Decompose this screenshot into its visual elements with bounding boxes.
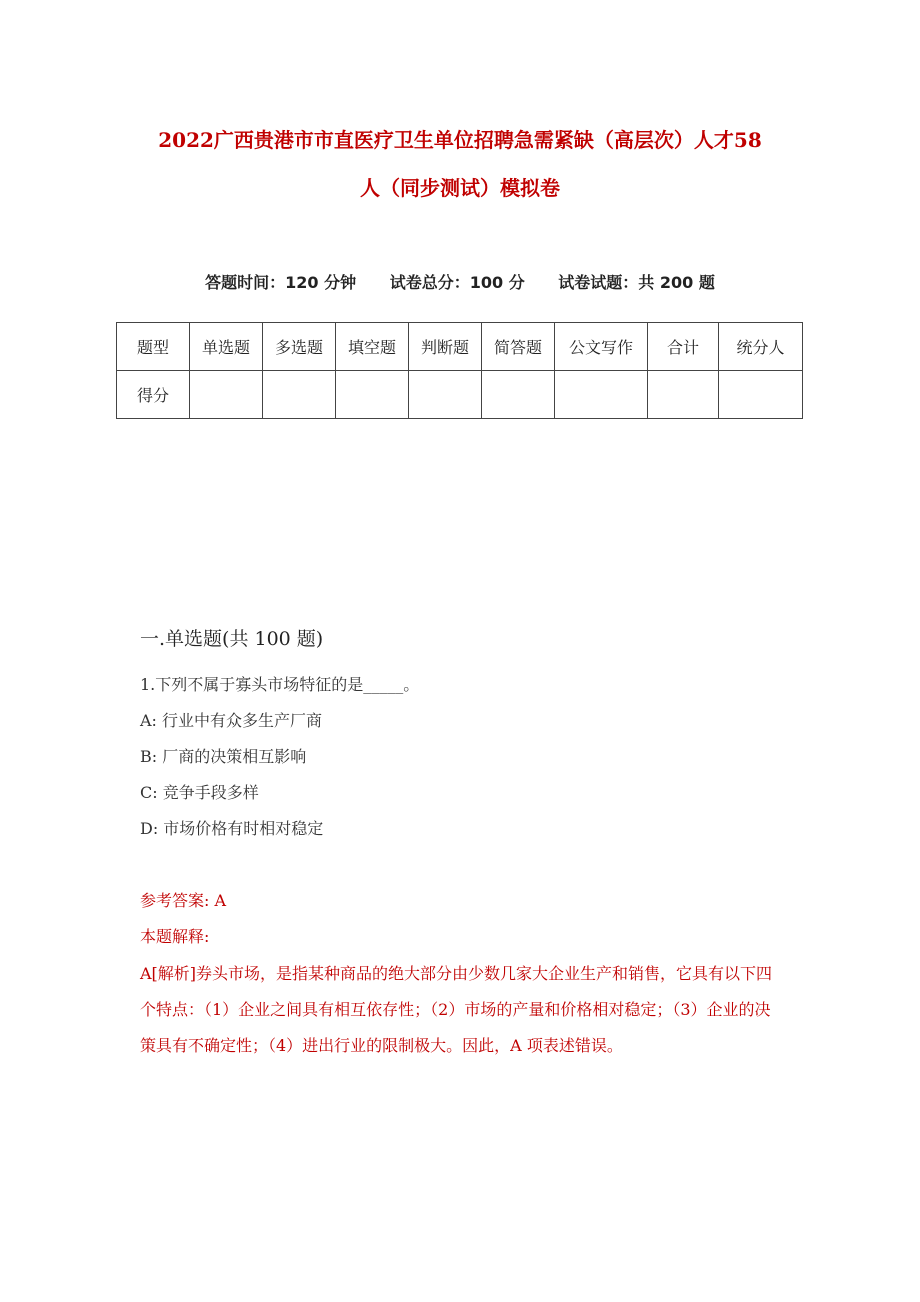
header-cell-document-writing: 公文写作 [555,323,648,371]
reference-answer: 参考答案: A [140,891,227,910]
exam-total-score: 试卷总分：100 分 [389,273,525,292]
score-cell [336,371,409,419]
explanation-text: A[解析]券头市场，是指某种商品的绝大部分由少数几家大企业生产和销售，它具有以下四个特点：（1）企业之间具有相互依存性；（2）市场的产量和价格相对稳定；（3）企业的决策具有不确定性；（4）进出行业的限制极大。因此，A 项表述错误。 [140,964,773,1055]
exam-time: 答题时间：120 分钟 [205,273,357,292]
header-cell-total: 合计 [648,323,719,371]
option-d: D: 市场价格有时相对稳定 [140,819,324,838]
header-cell-multi-choice: 多选题 [263,323,336,371]
score-cell [263,371,336,419]
header-cell-fill-blank: 填空题 [336,323,409,371]
explanation-label: 本题解释: [140,927,210,946]
header-cell-true-false: 判断题 [409,323,482,371]
exam-question-count: 试卷试题：共 200 题 [558,273,715,292]
document-title-line-2: 人（同步测试）模拟卷 [360,176,560,200]
score-table-score-row [117,371,803,419]
score-cell [555,371,648,419]
row-label-score: 得分 [117,371,190,419]
header-cell-type: 题型 [117,323,190,371]
score-cell [719,371,803,419]
section-heading: 一.单选题(共 100 题) [140,628,324,650]
score-table-header-row [117,323,803,371]
option-c: C: 竞争手段多样 [140,783,259,802]
exam-meta [0,270,920,293]
header-cell-single-choice: 单选题 [190,323,263,371]
document-title-line-1: 2022广西贵港市市直医疗卫生单位招聘急需紧缺（高层次）人才58 [158,128,762,152]
score-cell [190,371,263,419]
header-cell-short-answer: 简答题 [482,323,555,371]
score-cell [409,371,482,419]
score-cell [482,371,555,419]
question-stem: 1.下列不属于寡头市场特征的是_____。 [140,675,420,694]
score-table [116,322,803,419]
header-cell-scorer: 统分人 [719,323,803,371]
score-cell [648,371,719,419]
option-a: A: 行业中有众多生产厂商 [140,711,323,730]
option-b: B: 厂商的决策相互影响 [140,747,307,766]
